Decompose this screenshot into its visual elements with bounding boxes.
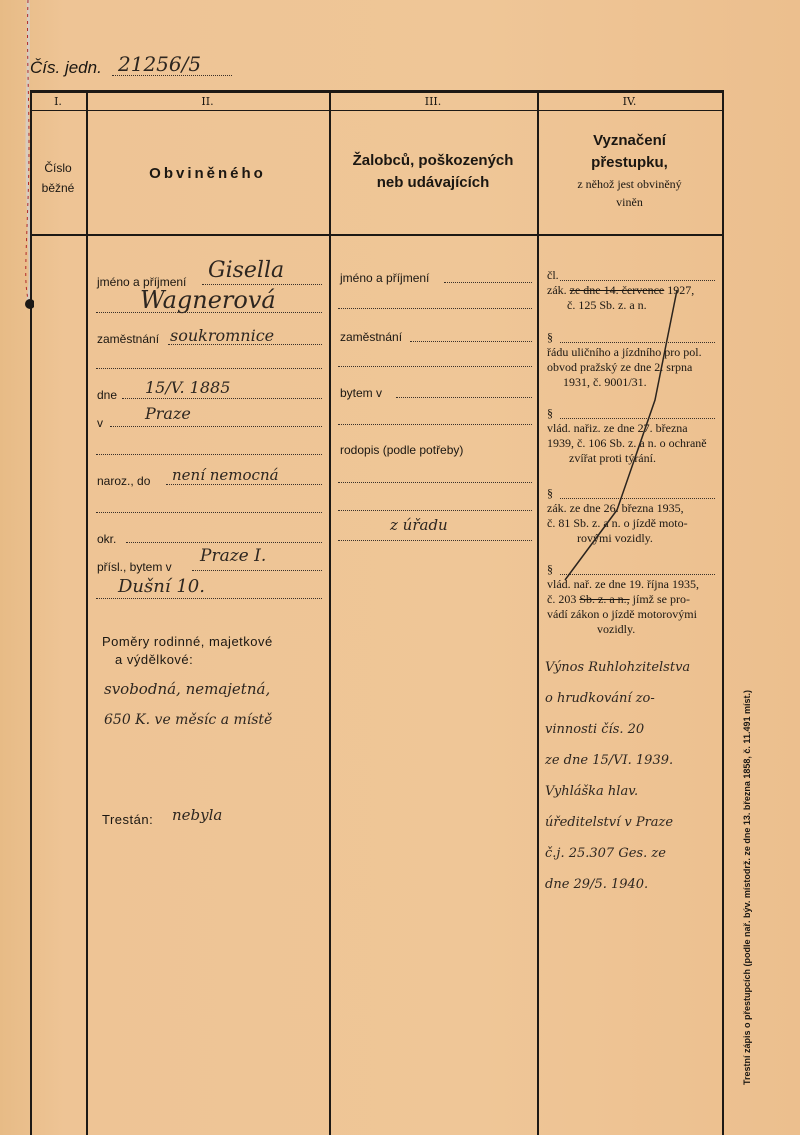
- column-number-4: IV.: [622, 95, 637, 108]
- column-divider-1: [86, 90, 88, 1135]
- column-heading-cislo: Číslo běžné: [41, 161, 75, 195]
- accused-surname-line: [96, 312, 322, 313]
- plaintiff-record-value: z úřadu: [390, 516, 448, 534]
- handwritten-strike-stroke: [537, 280, 722, 610]
- column-divider-3: [537, 90, 539, 1135]
- accused-family-value-1: svobodná, nemajetná,: [104, 680, 271, 698]
- offence-block-1: čl. zák. ze dne 14. července 1927, č. 125 Sb. z. a n.: [547, 268, 695, 312]
- column-number-3: III.: [424, 95, 442, 108]
- plaintiff-blank-line-2: [338, 366, 532, 367]
- plaintiff-residence-label: bytem v: [340, 386, 383, 400]
- plaintiff-blank-line-3: [338, 424, 532, 425]
- accused-blank-line-3: [96, 512, 322, 513]
- accused-district-line: [126, 542, 322, 543]
- accused-residence-line: [192, 570, 322, 571]
- accused-residence-value: Praze I.: [200, 546, 267, 566]
- plaintiff-name-label: jméno a příjmení: [340, 271, 430, 285]
- plaintiff-name-line: [444, 282, 532, 283]
- accused-street-line: [96, 598, 322, 599]
- accused-date-value: 15/V. 1885: [145, 378, 231, 397]
- offence-block-4: § zák. ze dne 26. března 1935, č. 81 Sb. z. a n. o jízdě moto- rovými vozidly.: [547, 486, 688, 545]
- accused-occupation-line: [168, 344, 322, 345]
- plaintiff-occupation-line: [410, 341, 532, 342]
- accused-punished-value: nebyla: [172, 806, 223, 824]
- plaintiff-blank-line: [338, 308, 532, 309]
- accused-name-value: Gisella: [208, 258, 285, 283]
- plaintiff-occupation-label: zaměstnání: [340, 330, 403, 344]
- offence-block-5: § vlád. nař. ze dne 19. října 1935, č. 203 Sb. z. a n., jímž se pro- vádí zákon o jízdě motorovými vozidly.: [547, 562, 699, 636]
- accused-district-label: okr.: [97, 532, 117, 546]
- column-heading-obvineneho: Obviněného: [149, 165, 266, 182]
- accused-blank-line-2: [96, 454, 322, 455]
- plaintiff-blank-line-4: [338, 482, 532, 483]
- column-heading-vyznaceni: Vyznačení přestupku, z něhož jest obviněný viněn: [577, 132, 682, 209]
- accused-date-line: [122, 398, 322, 399]
- accused-place-line: [110, 426, 322, 427]
- cis-jedn-label: Čís. jedn.: [30, 58, 102, 77]
- offence-block-3: § vlád. nařiz. ze dne 27. března 1939, č. 106 Sb. z. a n. o ochraně zvířat proti týrání.: [547, 406, 707, 465]
- accused-name-label: jméno a příjmení: [97, 275, 187, 289]
- table-right-border: [722, 90, 724, 1135]
- accused-residence-label: přísl., bytem v: [97, 560, 172, 574]
- accused-date-label: dne: [97, 388, 118, 402]
- accused-family-label-1: Poměry rodinné, majetkové: [102, 634, 273, 649]
- accused-born-label: naroz., do: [97, 474, 151, 488]
- plaintiff-blank-line-6: [338, 540, 532, 541]
- table-left-border: [30, 90, 32, 1135]
- accused-surname-value: Wagnerová: [140, 286, 276, 314]
- column-number-2: II.: [201, 95, 214, 108]
- accused-family-label-2: a výdělkové:: [115, 652, 194, 667]
- table-header-bottom-border: [30, 234, 724, 236]
- column-heading-zalobcu: Žalobců, poškozených neb udávajících: [352, 152, 514, 191]
- accused-occupation-value: soukromnice: [170, 326, 275, 345]
- accused-occupation-label: zaměstnání: [97, 332, 160, 346]
- accused-punished-label: Trestán:: [102, 812, 154, 827]
- table-number-row-border: [30, 110, 724, 111]
- cis-jedn-value: 21256/5: [118, 52, 202, 76]
- offence-handwritten-notes: Výnos Ruhlohzitelstva o hrudkování zo- vinnosti čís. 20 ze dne 15/VI. 1939. Vyhláška hlav. úředitelství v Praze č.j. 25.307 Ges. ze dne 29/5. 1940.: [545, 660, 691, 892]
- accused-place-label: v: [97, 416, 103, 430]
- column-number-1: I.: [54, 95, 62, 108]
- plaintiff-record-label: rodopis (podle potřeby): [340, 443, 464, 457]
- accused-street-value: Dušní 10.: [118, 576, 205, 597]
- plaintiff-residence-line: [396, 397, 532, 398]
- cis-jedn-line: [112, 75, 232, 76]
- offence-block-2: § řádu uličního a jízdního pro pol. obvod pražský ze dne 2. srpna 1931, č. 9001/31.: [547, 330, 702, 389]
- plaintiff-blank-line-5: [338, 510, 532, 511]
- accused-blank-line: [96, 368, 322, 369]
- table-top-border: [30, 90, 724, 93]
- accused-born-value: není nemocná: [172, 466, 279, 484]
- side-note: Trestní zápis o přestupcích (podle nař. býv. místodrž. ze dne 13. března 1858, č. 11.491 míst.): [742, 690, 752, 1085]
- accused-family-value-2: 650 K. ve měsíc a místě: [104, 712, 273, 728]
- accused-name-line: [202, 284, 322, 285]
- accused-place-value: Praze: [145, 404, 191, 423]
- accused-born-line: [166, 484, 322, 485]
- column-divider-2: [329, 90, 331, 1135]
